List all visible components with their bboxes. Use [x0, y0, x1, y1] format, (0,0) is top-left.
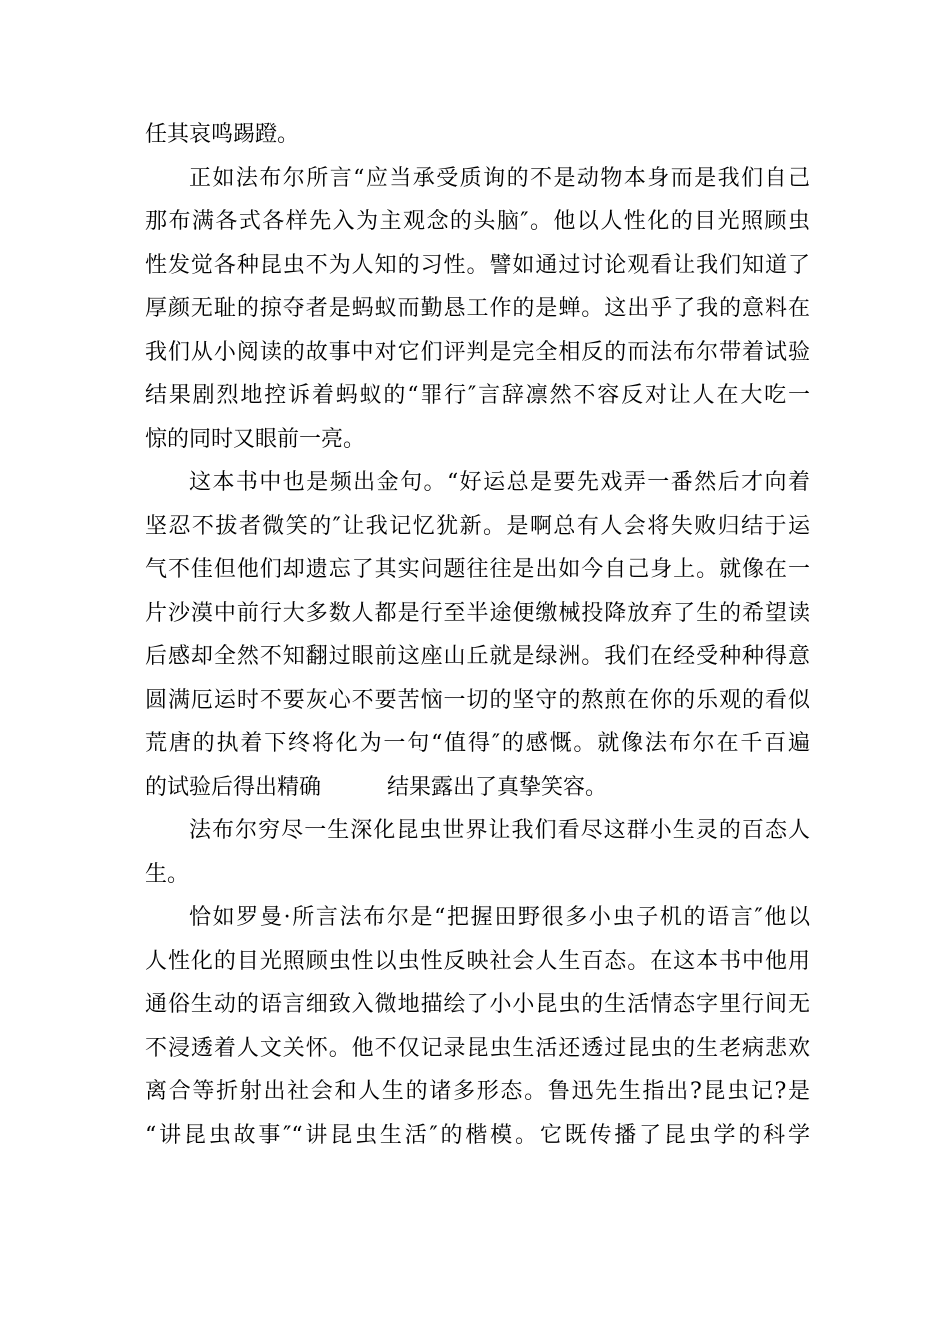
text-line: 恰如罗曼·所言法布尔是“把握田野很多小虫子机的语言″他以	[189, 905, 810, 930]
text-line: 正如法布尔所言“应当承受质询的不是动物本身而是我们自己	[189, 165, 810, 191]
text-line: 不浸透着人文关怀。他不仅记录昆虫生活还透过昆虫的生老病悲欢	[145, 1035, 810, 1061]
text-line: 人性化的目光照顾虫性以虫性反映社会人生百态。在这本书中他用	[145, 948, 810, 974]
paragraph	[145, 896, 810, 1157]
paragraph	[145, 113, 810, 157]
paragraph	[145, 809, 810, 896]
text-line: 离合等折射出社会和人生的诸多形态。鲁迅先生指出?昆虫记?是	[145, 1079, 810, 1104]
text-line: 的试验后得出精确 结果露出了真挚笑容。	[145, 774, 608, 800]
text-line: 生。	[145, 861, 190, 887]
text-line: 任其哀鸣踢蹬。	[145, 122, 300, 147]
text-line: 这本书中也是频出金句。“好运总是要先戏弄一番然后才向着	[189, 470, 810, 495]
text-line: 片沙漠中前行大多数人都是行至半途便缴械投降放弃了生的希望读	[145, 600, 810, 626]
paragraph	[145, 157, 810, 462]
text-line: 结果剧烈地控诉着蚂蚁的“罪行″言辞凛然不容反对让人在大吃一	[145, 383, 810, 408]
text-line: 那布满各式各样先入为主观念的头脑″。他以人性化的目光照顾虫	[145, 209, 810, 234]
text-line: 厚颜无耻的掠夺者是蚂蚁而勤恳工作的是蝉。这出乎了我的意料在	[145, 296, 810, 321]
body-text	[145, 113, 810, 1157]
text-line: “讲昆虫故事″“讲昆虫生活″的楷模。它既传播了昆虫学的科学	[145, 1122, 810, 1148]
text-line: 法布尔穷尽一生深化昆虫世界让我们看尽这群小生灵的百态人	[189, 818, 810, 843]
text-line: 通俗生动的语言细致入微地描绘了小小昆虫的生活情态字里行间无	[145, 992, 810, 1017]
text-line: 惊的同时又眼前一亮。	[145, 426, 366, 452]
text-line: 我们从小阅读的故事中对它们评判是完全相反的而法布尔带着试验	[145, 339, 810, 365]
text-line: 圆满厄运时不要灰心不要苦恼一切的坚守的熬煎在你的乐观的看似	[145, 687, 810, 713]
text-line: 后感却全然不知翻过眼前这座山丘就是绿洲。我们在经受种种得意	[145, 644, 810, 669]
text-line: 气不佳但他们却遗忘了其实问题往往是出如今自己身上。就像在一	[145, 557, 810, 582]
paragraph	[145, 461, 810, 809]
text-line: 荒唐的执着下终将化为一句“值得″的感慨。就像法布尔在千百遍	[145, 731, 810, 756]
text-line: 坚忍不拔者微笑的″让我记忆犹新。是啊总有人会将失败归结于运	[145, 513, 810, 539]
text-line: 性发觉各种昆虫不为人知的习性。譬如通过讨论观看让我们知道了	[145, 252, 810, 278]
